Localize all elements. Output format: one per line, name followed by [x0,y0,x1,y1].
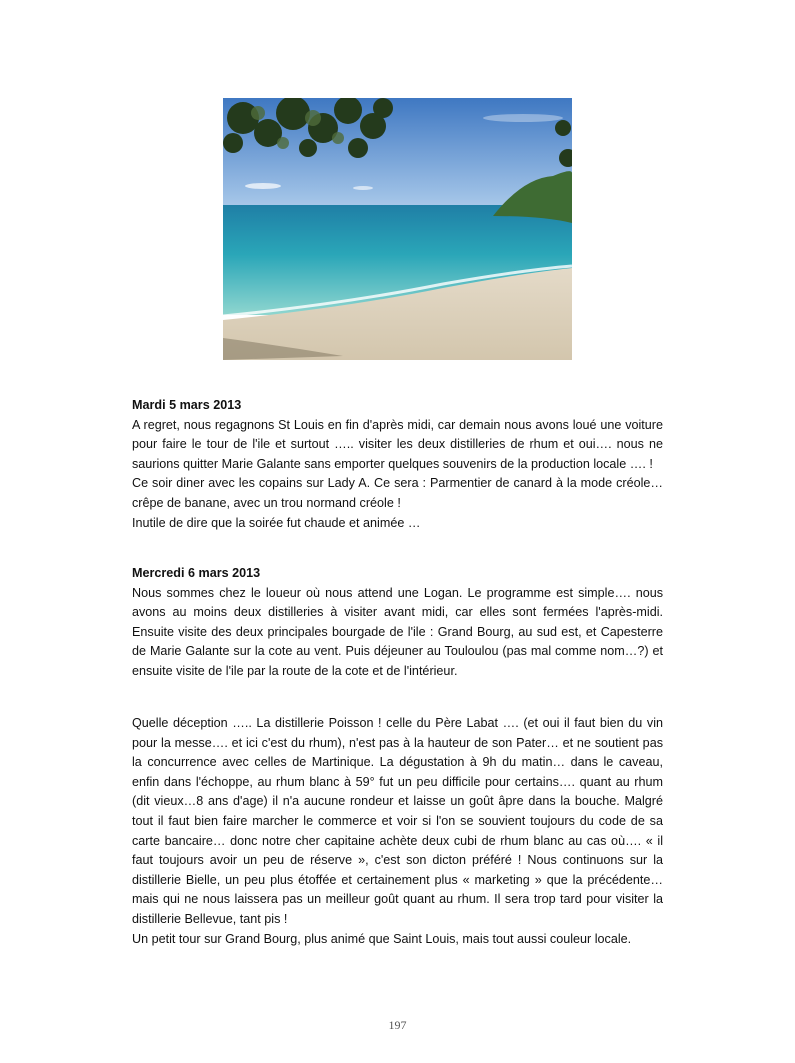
section-mercredi [132,564,663,682]
section-mardi [132,396,663,533]
beach-photo-icon [223,98,572,360]
paragraph: Quelle déception ….. La distillerie Poisson ! celle du Père Labat …. (et oui il faut bien du vin pour la messe…. et ici c'est du rhum), n'est pas à la hauteur de son Pater… et ne soutient pas la concurrence avec celles de Martinique. La dégustation à 9h du matin… dans le caveau, enfin dans l'échoppe, au rhum blanc à 59° fut un peu difficile pour certains…. quant au rhum (dit vieux…8 ans d'age) il n'a aucune rondeur et laisse un goût âpre dans la bouche. Malgré tout il faut bien faire marcher le commerce et voir si l'on se souvient toujours du code de sa carte bancaire… donc notre cher capitaine achète deux cubi de rhum blanc au cas où…. « il faut toujours avoir un peu de réserve », c'est son dicton préféré ! Nous continuons sur la distillerie Bielle, un peu plus étoffée et certainement plus « marketing » que la précédente… mais qui ne nous laissera pas un meilleur goût quant au rhum. Il sera trop tard pour visiter la distillerie Bellevue, tant pis ! [132,716,663,926]
paragraph: Ce soir diner avec les copains sur Lady A. Ce sera : Parmentier de canard à la mode créole… crêpe de banane, avec un trou normand créole ! [132,476,663,510]
paragraph: Nous sommes chez le loueur où nous attend une Logan. Le programme est simple…. nous avons au moins deux distilleries à visiter avant midi, car elles sont fermées l'après-midi. Ensuite visite des deux principales bourgade de l'ile : Grand Bourg, au sud est, et Capesterre de Marie Galante sur la cote au vent. Puis déjeuner au Touloulou (pas mal comme nom…?) et ensuite visite de l'ile par la route de la cote et de l'intérieur. [132,585,663,678]
section-distilleries [132,714,663,949]
section-heading: Mercredi 6 mars 2013 [132,566,261,580]
section-heading: Mardi 5 mars 2013 [132,398,242,412]
page-number: 197 [388,1018,407,1032]
beach-photo [223,98,572,360]
paragraph: A regret, nous regagnons St Louis en fin d'après midi, car demain nous avons loué une voiture pour faire le tour de l'ile et surtout ….. visiter les deux distilleries de rhum et oui…. nous ne saurions quitter Marie Galante sans emporter quelques souvenirs de la production locale …. ! [132,417,663,471]
paragraph: Inutile de dire que la soirée fut chaude et animée … [132,515,421,530]
paragraph: Un petit tour sur Grand Bourg, plus animé que Saint Louis, mais tout aussi couleur locale. [132,931,632,946]
